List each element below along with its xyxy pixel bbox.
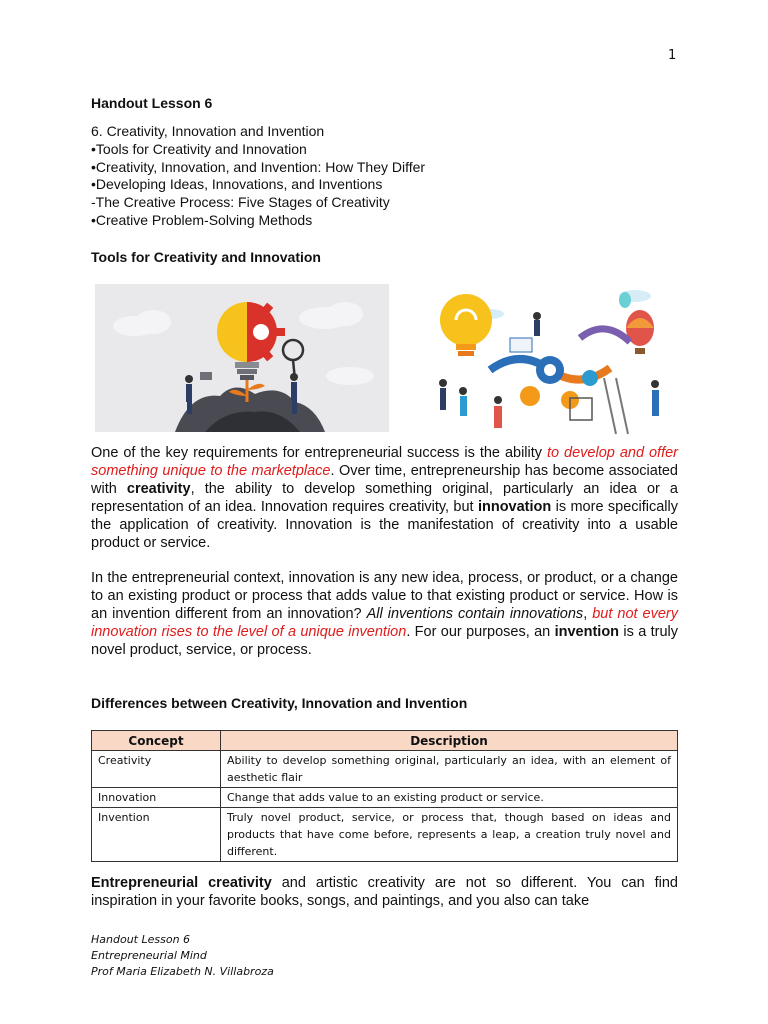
- term-invention: invention: [554, 624, 620, 640]
- page-footer: [91, 932, 274, 980]
- topic-item: •Developing Ideas, Innovations, and Inventions: [91, 176, 383, 193]
- table-cell-concept: Creativity: [92, 751, 221, 788]
- table-row: [92, 751, 678, 788]
- table-header-concept: Concept: [92, 731, 221, 751]
- footer-line: Entrepreneurial Mind: [91, 949, 207, 962]
- table-header-description: Description: [221, 731, 678, 751]
- term-innovation: innovation: [477, 499, 552, 515]
- table-cell-concept: Invention: [92, 808, 221, 862]
- illustration-lightbulb-gear: [95, 284, 389, 432]
- para1-highlight: to develop and offer something unique to the marketplace: [91, 445, 678, 479]
- para2-text: is a truly novel product, service, or process.: [91, 624, 679, 658]
- paragraph-innovation-context: [91, 569, 678, 659]
- para2-text: In the entrepreneurial context, innovation is any new idea, process, or product, or a change to an existing product or process that adds value to that existing product or service. How is an invention different from an innovation?: [91, 570, 678, 622]
- para2-highlight: but not every innovation rises to the level of a unique invention: [91, 606, 679, 640]
- footer-line: Handout Lesson 6: [91, 933, 191, 946]
- para1-text: . Over time, entrepreneurship has become associated with: [91, 463, 678, 497]
- table-row: [92, 808, 678, 862]
- para1-text: One of the key requirements for entrepreneurial success is the ability: [91, 445, 547, 461]
- topic-item: •Creativity, Innovation, and Invention: How They Differ: [91, 158, 426, 175]
- para2-text: ,: [583, 606, 593, 622]
- topic-item: -The Creative Process: Five Stages of Creativity: [91, 194, 390, 211]
- table-cell-description: Change that adds value to an existing product or service.: [221, 788, 678, 808]
- footer-line: Prof Maria Elizabeth N. Villabroza: [91, 965, 274, 978]
- topic-item: •Tools for Creativity and Innovation: [91, 140, 307, 157]
- table-cell-description: Ability to develop something original, particularly an idea, with an element of aesthetic flair: [221, 751, 678, 788]
- para1-text: , the ability to develop something original, particularly an idea or a representation of an idea. Innovation requires creativity, but: [91, 481, 678, 515]
- para1-text: is more specifically the application of creativity. Innovation is the manifestation of creativity into a usable product or service.: [91, 499, 678, 551]
- para2-text: . For our purposes, an: [406, 624, 555, 640]
- differences-table: [91, 730, 678, 862]
- table-cell-concept: Innovation: [92, 788, 221, 808]
- topic-list: [91, 123, 425, 230]
- para3-text: and artistic creativity are not so different. You can find inspiration in your favorite books, songs, and paintings, and you also can take: [91, 875, 678, 909]
- term-creativity: creativity: [126, 481, 191, 497]
- paragraph-entrepreneurial-creativity: [91, 874, 678, 910]
- paragraph-entrepreneurial-success: [91, 444, 678, 552]
- lightbulb-gear-icon: [95, 284, 389, 432]
- illustration-innovation-process: [430, 278, 678, 436]
- page-number: 1: [668, 48, 677, 63]
- section-heading-differences: Differences between Creativity, Innovation and Invention: [91, 695, 468, 711]
- innovation-process-icon: [430, 278, 678, 436]
- table-cell-description: Truly novel product, service, or process that, though based on ideas and products that have come before, represents a leap, a creation truly novel and different.: [221, 808, 678, 862]
- table-row: [92, 788, 678, 808]
- section-heading-tools: Tools for Creativity and Innovation: [91, 249, 321, 265]
- topic-item: 6. Creativity, Innovation and Invention: [91, 123, 325, 139]
- para2-italic: All inventions contain innovations: [366, 606, 584, 622]
- handout-title: Handout Lesson 6: [91, 95, 213, 111]
- term-entrepreneurial-creativity: Entrepreneurial creativity: [91, 875, 272, 891]
- table-header-row: [92, 731, 678, 751]
- topic-item: •Creative Problem-Solving Methods: [91, 211, 313, 228]
